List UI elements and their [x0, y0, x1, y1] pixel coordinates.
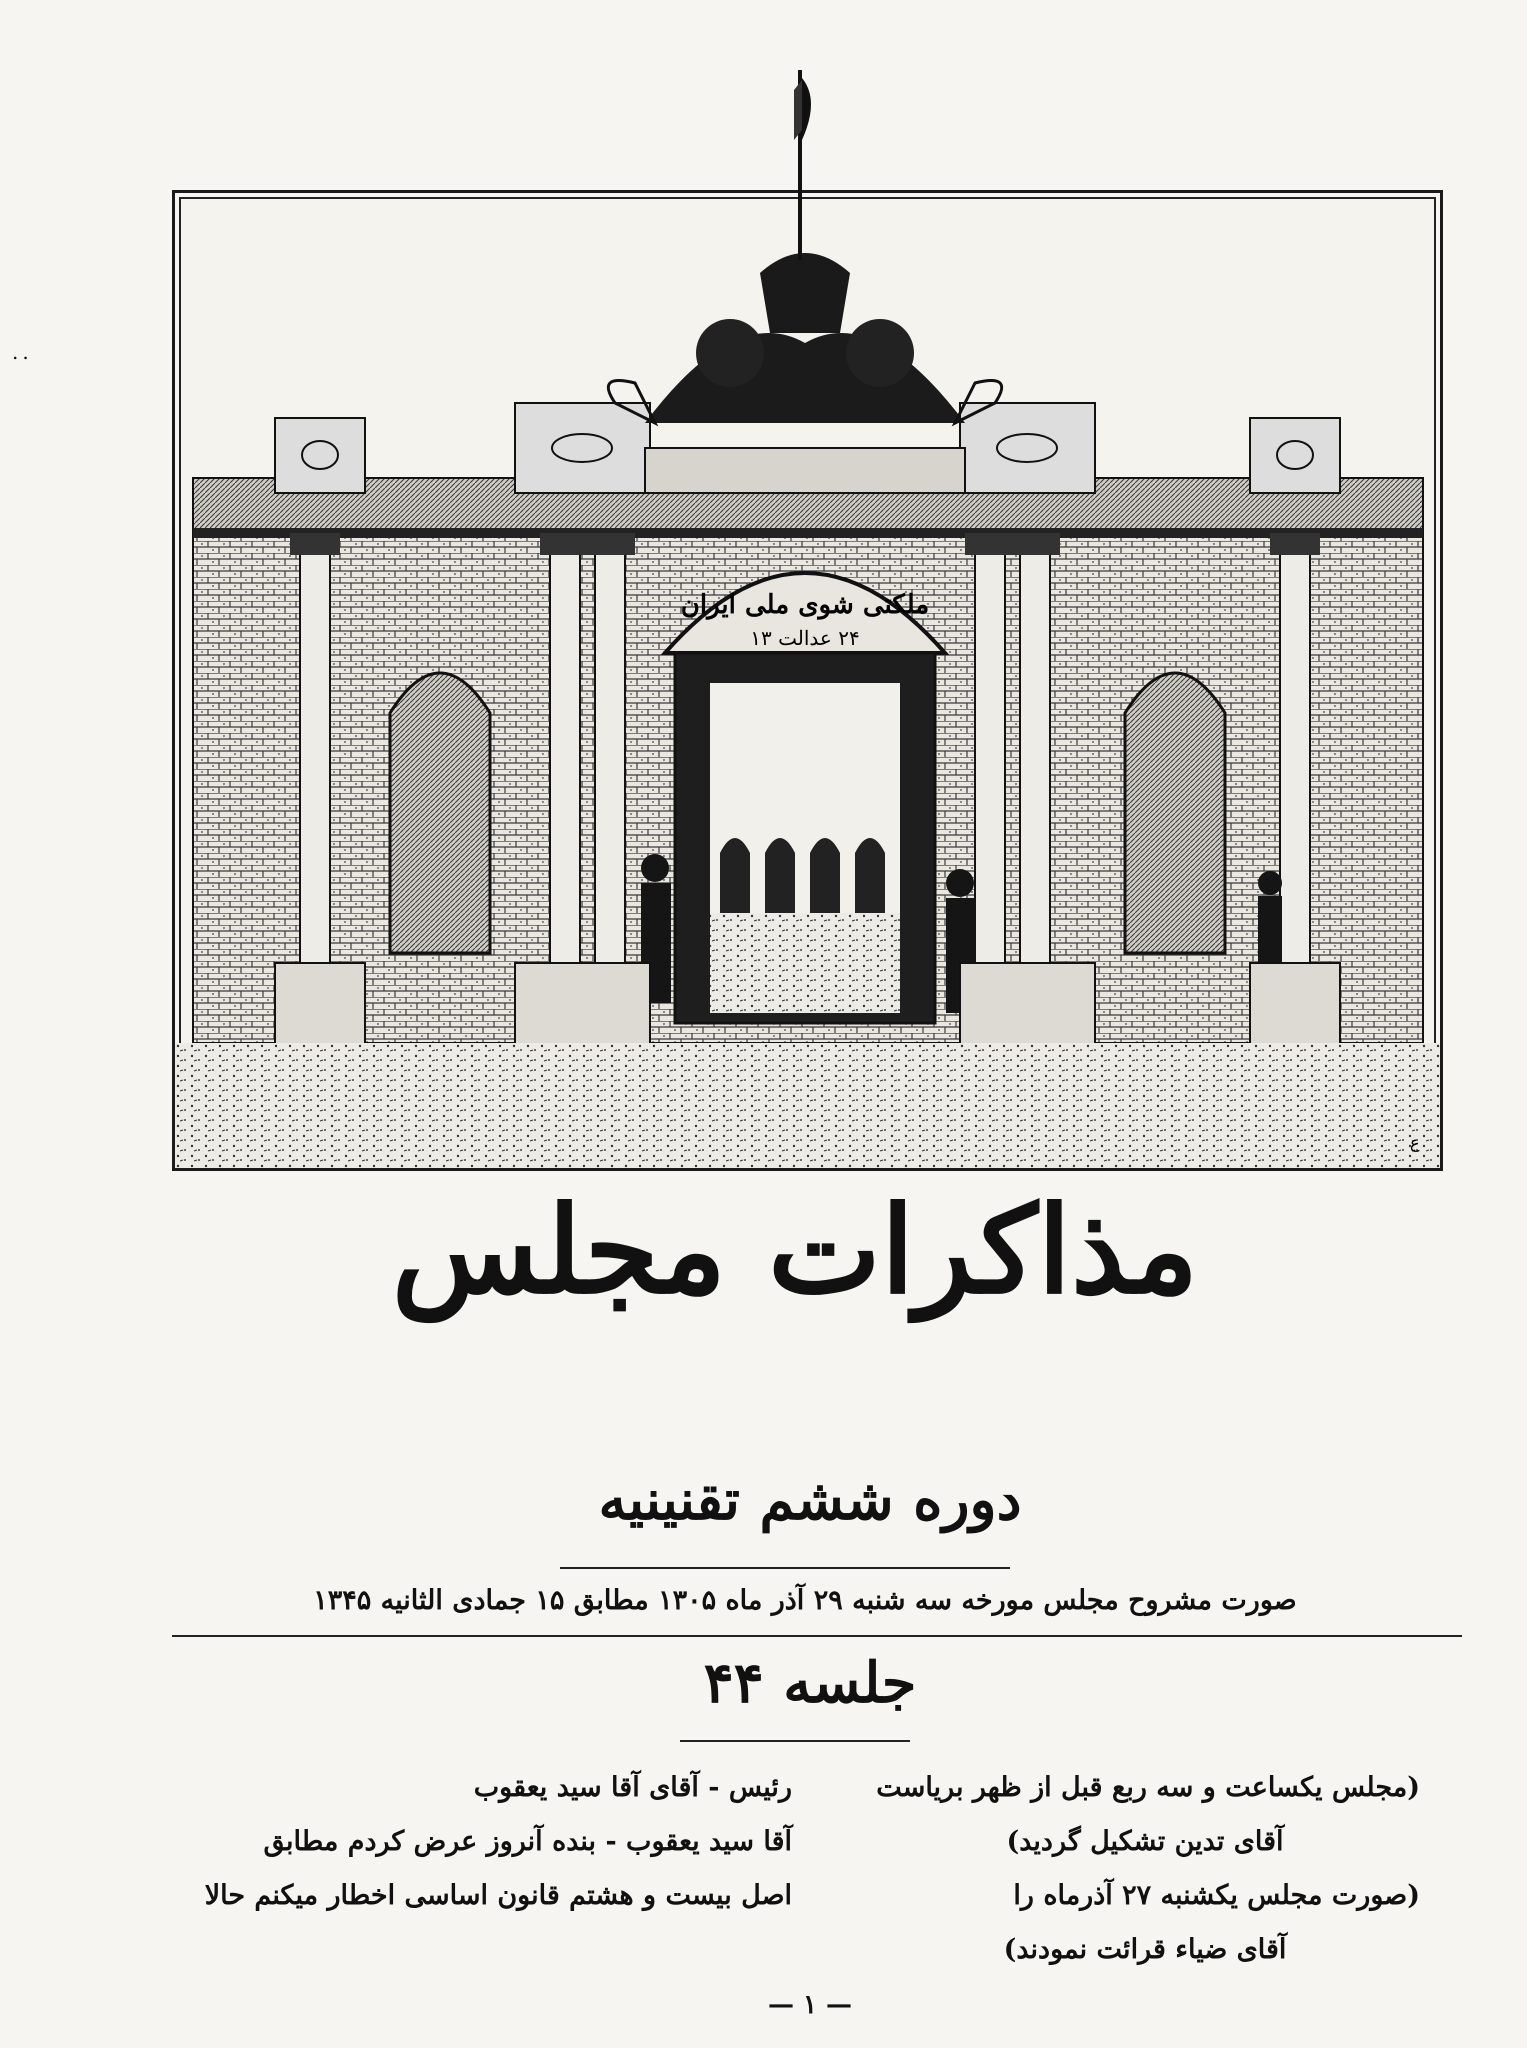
parliament-gate-engraving — [172, 190, 1443, 1171]
flag-icon — [770, 70, 830, 260]
left-niche — [390, 673, 490, 953]
right-text-column — [870, 1760, 1420, 1976]
text-line: (مجلس یکساعت و سه ربع قبل از ظهر بریاست — [876, 1771, 1420, 1803]
text-line: آقا سید یعقوب - بنده آنروز عرض کردم مطابق — [263, 1825, 792, 1857]
stray-marks: .. — [12, 340, 33, 364]
subtitle-rule — [560, 1567, 1010, 1569]
masthead-title: مذاکرات مجلس — [391, 1180, 1199, 1321]
ground — [175, 1043, 1440, 1168]
session-number: جلسه ۴۴ — [703, 1650, 917, 1716]
arch-inscription-line1: ملکتی شوی ملی ایران — [680, 590, 930, 620]
engraving-svg — [175, 193, 1440, 1168]
text-line: اصل بیست و هشتم قانون اساسی اخطار میکنم حالا — [204, 1879, 792, 1911]
text-line: رئیس - آقای آقا سید یعقوب — [473, 1771, 792, 1803]
artist-signature: ع — [1410, 1133, 1420, 1152]
masthead-subtitle: دوره ششم تقنینیه — [598, 1467, 1022, 1533]
session-rule — [680, 1740, 910, 1742]
left-text-column — [172, 1760, 792, 1922]
right-niche — [1125, 673, 1225, 953]
text-line: (صورت مجلس یکشنبه ۲۷ آذرماه را — [1013, 1879, 1420, 1911]
page-number: — ۱ — — [767, 1990, 853, 2020]
text-line: آقای تدین تشکیل گردید) — [1006, 1825, 1284, 1857]
header-rule — [172, 1635, 1462, 1637]
text-line: آقای ضیاء قرائت نمودند) — [1003, 1933, 1287, 1965]
column-gap — [830, 1765, 831, 1980]
arch-inscription-line2: ۲۴ عدالت ۱۳ — [750, 626, 860, 650]
session-date-line: صورت مشروح مجلس مورخه سه شنبه ۲۹ آذر ماه ۱۳۰۵ مطابق ۱۵ جمادی الثانیه ۱۳۴۵ — [313, 1585, 1297, 1616]
lion-crown-sculpture — [608, 253, 1001, 493]
